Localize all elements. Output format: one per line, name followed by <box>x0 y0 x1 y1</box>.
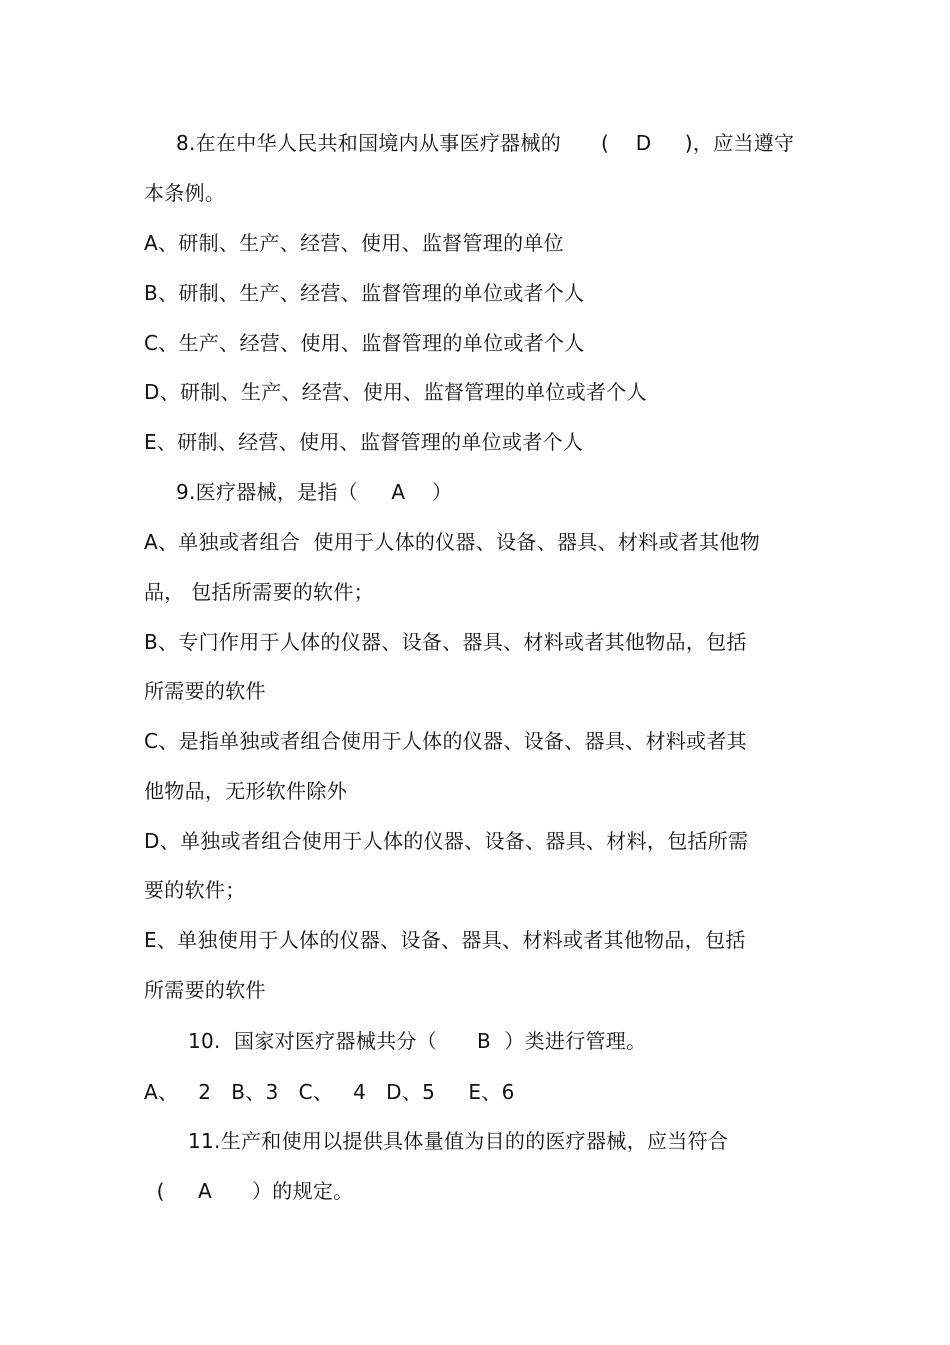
question-8-option-d: D、研制、生产、经营、使用、监督管理的单位或者个人 <box>144 380 647 404</box>
question-8-option-b: B、研制、生产、经营、监督管理的单位或者个人 <box>144 281 585 305</box>
question-9-option-e: E、单独使用于人体的仪器、设备、器具、材料或者其他物品，包括 <box>144 928 746 952</box>
question-9-option-d-continued: 要的软件； <box>144 878 246 902</box>
question-10-options: A、 2 B、3 C、 4 D、5 E、6 <box>144 1080 515 1104</box>
question-11-stem: 11.生产和使用以提供具体量值为目的的医疗器械，应当符合 <box>188 1129 729 1153</box>
question-11-stem-continued: ( A ）的规定。 <box>150 1179 354 1203</box>
question-9-option-c-continued: 他物品，无形软件除外 <box>144 779 347 803</box>
question-9-stem: 9.医疗器械，是指（ A ） <box>176 480 453 504</box>
question-9-option-d: D、单独或者组合使用于人体的仪器、设备、器具、材料，包括所需 <box>144 829 749 853</box>
question-8-option-c: C、生产、经营、使用、监督管理的单位或者个人 <box>144 331 585 355</box>
question-9-option-c: C、是指单独或者组合使用于人体的仪器、设备、器具、材料或者其 <box>144 729 747 753</box>
question-8-stem-continued: 本条例。 <box>144 181 226 205</box>
question-8-stem: 8.在在中华人民共和国境内从事医疗器械的 ( D )，应当遵守 <box>176 131 795 155</box>
question-9-option-b-continued: 所需要的软件 <box>144 679 266 703</box>
question-9-option-a-continued: 品， 包括所需要的软件； <box>144 580 374 604</box>
question-9-option-e-continued: 所需要的软件 <box>144 978 266 1002</box>
question-10-stem: 10. 国家对医疗器械共分（ B ）类进行管理。 <box>188 1029 647 1053</box>
question-9-option-a: A、单独或者组合 使用于人体的仪器、设备、器具、材料或者其他物 <box>144 530 760 554</box>
question-8-option-e: E、研制、经营、使用、监督管理的单位或者个人 <box>144 430 584 454</box>
question-9-option-b: B、专门作用于人体的仪器、设备、器具、材料或者其他物品，包括 <box>144 630 747 654</box>
question-8-option-a: A、研制、生产、经营、使用、监督管理的单位 <box>144 231 564 255</box>
